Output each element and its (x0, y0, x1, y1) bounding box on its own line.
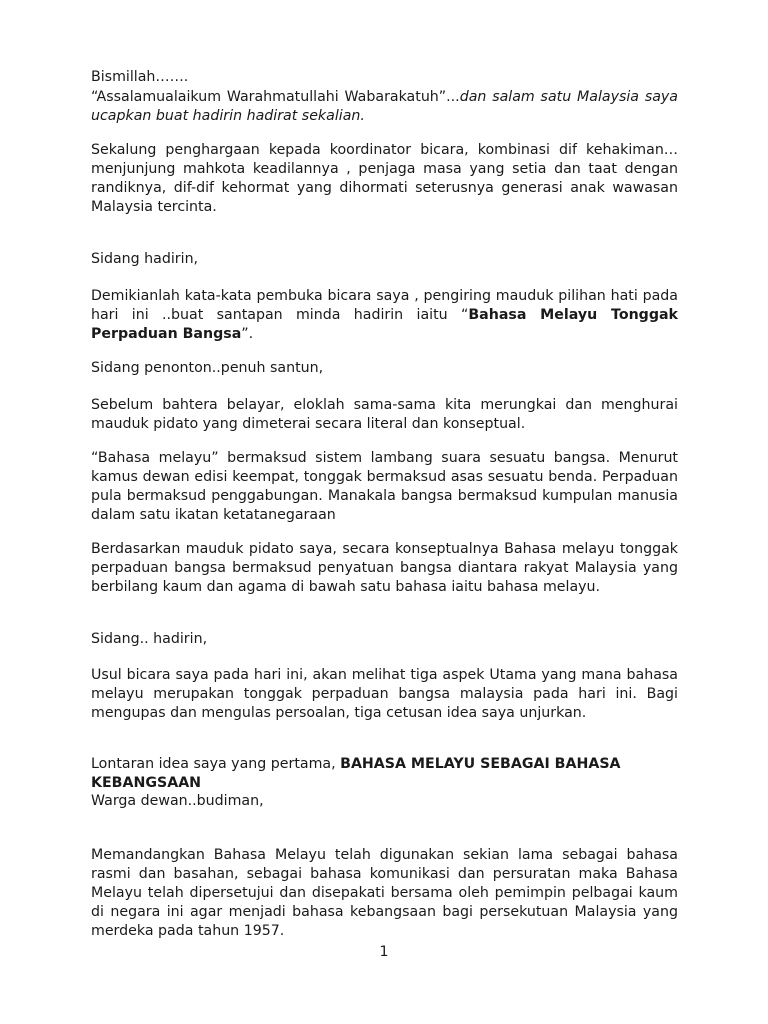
national-language-paragraph: Memandangkan Bahasa Melayu telah digunakan sekian lama sebagai bahasa rasmi dan basahan, sebagai bahasa komunikasi dan persuratan maka Bahasa Melayu telah dipersetujui dan disepakati bersama oleh pemimpin pelbagai kaum di negara ini agar menjadi bahasa kebangsaan bagi persekutuan Malaysia yang merdeka pada tahun 1957. (91, 847, 678, 939)
address-warga-dewan: Warga dewan..budiman, (91, 793, 264, 809)
address-hadirin-2: Sidang.. hadirin, (91, 631, 208, 647)
appreciation-paragraph: Sekalung penghargaan kepada koordinator bicara, kombinasi dif kehakiman… menjunjung mahkota keadilannya , penjaga masa yang setia dan taat dengan randiknya, dif-dif kehormat yang dihormati seterusnya generasi anak wawasan Malaysia tercinta. (91, 142, 678, 215)
definition-intro-paragraph: Sebelum bahtera belayar, eloklah sama-sama kita merungkai dan menghurai mauduk pidato yang dimeterai secara literal dan konseptual. (91, 397, 678, 432)
page-number: 1 (379, 944, 389, 960)
first-idea-heading: Lontaran idea saya yang pertama, BAHASA MELAYU SEBAGAI BAHASA KEBANGSAAN (91, 756, 621, 791)
greeting-line: Bismillah……. (91, 69, 189, 85)
address-penonton: Sidang penonton..penuh santun, (91, 360, 324, 376)
concept-paragraph: Berdasarkan mauduk pidato saya, secara konseptualnya Bahasa melayu tonggak perpaduan bangsa bermaksud penyatuan bangsa diantara rakyat Malaysia yang berbilang kaum dan agama di bawah satu bahasa iaitu bahasa melayu. (91, 541, 678, 595)
speech-title: Bahasa Melayu Tonggak Perpaduan Bangsa (91, 307, 678, 342)
proposal-paragraph: Usul bicara saya pada hari ini, akan melihat tiga aspek Utama yang mana bahasa melayu merupakan tonggak perpaduan bangsa malaysia pada hari ini. Bagi mengupas dan mengulas persoalan, tiga cetusan idea saya unjurkan. (91, 667, 678, 721)
definition-paragraph: “Bahasa melayu” bermaksud sistem lambang suara sesuatu bangsa. Menurut kamus dewan edisi keempat, tonggak bermaksud asas sesuatu benda. Perpaduan pula bermaksud penggabungan. Manakala bangsa bermaksud kumpulan manusia dalam satu ikatan ketatanegaraan (91, 450, 678, 523)
opening-paragraph: Demikianlah kata-kata pembuka bicara saya , pengiring mauduk pilihan hati pada hari ini ..buat santapan minda hadirin iaitu “Bahasa Melayu Tonggak Perpaduan Bangsa”. (91, 288, 678, 342)
first-idea-title: BAHASA MELAYU SEBAGAI BAHASA KEBANGSAAN (91, 756, 621, 791)
salutation-paragraph: “Assalamualaikum Warahmatullahi Wabarakatuh”...dan salam satu Malaysia saya ucapkan buat hadirin hadirat sekalian. (91, 89, 678, 124)
address-hadirin: Sidang hadirin, (91, 251, 199, 267)
